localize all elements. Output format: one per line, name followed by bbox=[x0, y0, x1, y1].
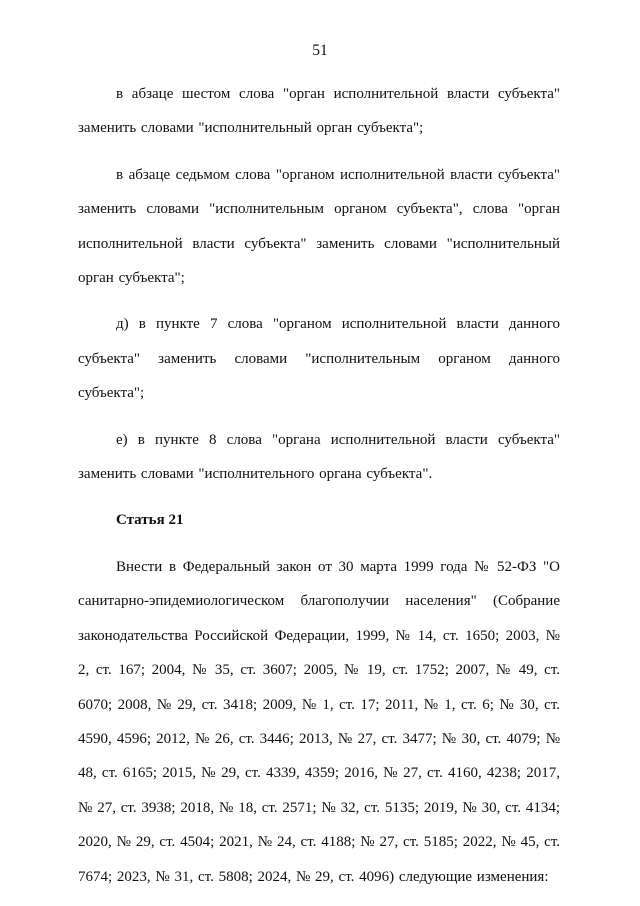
paragraph-item-e: е) в пункте 8 слова "органа исполнительной власти субъекта" заменить словами "исполнительного органа субъекта". bbox=[78, 431, 560, 483]
page-number: 51 bbox=[312, 42, 328, 59]
paragraph-amendment-6: в абзаце шестом слова "орган исполнительной власти субъекта" заменить словами "исполнительный орган субъекта"; bbox=[78, 86, 560, 137]
paragraph-item-d: д) в пункте 7 слова "органом исполнительной власти данного субъекта" заменить словами "исполнительным органом данного субъекта"; bbox=[78, 316, 560, 402]
article-heading: Статья 21 bbox=[116, 512, 184, 529]
paragraph-amendment-7: в абзаце седьмом слова "органом исполнительной власти субъекта" заменить словами "исполнительным органом субъекта", слова "орган исполнительной власти субъекта" заменить словами "исполнительный орган субъекта"; bbox=[78, 166, 560, 287]
article-body: Внести в Федеральный закон от 30 марта 1999 года № 52-ФЗ "О санитарно-эпидемиологическом благополучии населения" (Собрание законодательства Российской Федерации, 1999, № 14, ст. 1650; 2003, № 2, ст. 167; 2004, № 35, ст. 3607; 2005, № 19, ст. 1752; 2007, № 49, ст. 6070; 2008, № 29, ст. 3418; 2009, № 1, ст. 17; 2011, № 1, ст. 6; № 30, ст. 4590, 4596; 2012, № 26, ст. 3446; 2013, № 27, ст. 3477; № 30, ст. 4079; № 48, ст. 6165; 2015, № 29, ст. 4339, 4359; 2016, № 27, ст. 4160, 4238; 2017, № 27, ст. 3938; 2018, № 18, ст. 2571; № 32, ст. 5135; 2019, № 30, ст. 4134; 2020, № 29, ст. 4504; 2021, № 24, ст. 4188; № 27, ст. 5185; 2022, № 45, ст. 7674; 2023, № 31, ст. 5808; 2024, № 29, ст. 4096) следующие изменения: bbox=[78, 558, 560, 885]
document-body bbox=[78, 77, 560, 906]
